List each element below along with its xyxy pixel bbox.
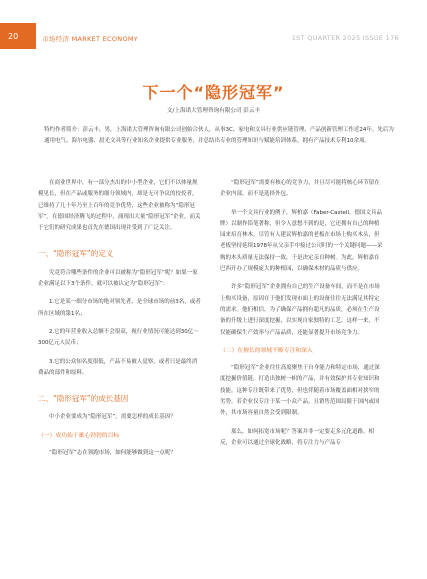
subsection-heading: （二）在擅长的领域不断专注和深入 [220,347,313,354]
article-title: 下一个“隐形冠军” [142,83,285,102]
page-number: 20 [0,23,36,49]
magazine-name: 市场经济 MARKET ECONOMY [42,35,139,43]
body-paragraph: 3.它的公众知名度很低，产品不易被人觉察，或者只是最终消费品的部件和原料。 [38,358,198,376]
body-paragraph: “隐形冠军”志在领跑市场，如何能够做到这一点呢？ [49,450,176,457]
body-paragraph: 那么，如何拓宽市场呢？答案并非一定要走多元化道路。相反，企业可以通过全球化战略，将专注力与产品专 [220,428,375,446]
right-column [220,178,384,456]
body-paragraph: “隐形冠军”企业往往高度聚焦于自身能力和特定市场，通过深度挖掘价值链，打造出独树一帜的产品，并有效保护其专业知识和技能。这种专注既带来了优势，但也伴随着市场覆盖面相对狭窄的劣势。若企业仅专注于某一小众产品，且销售范围局限于国内或国外，其市场容量自然会受到限制。 [220,365,380,417]
body-paragraph: 举一个文具行业的例子，辉柏嘉（Faber-Castell，德国文具品牌）以制作铅笔著称，但令人意想不到的是，它还拥有自己的种植园来培育林木。尽管有人建议辉柏嘉的老板在市场上购买木头，但老板坚持延续1978年从父亲手中接过公司时的一个关键问题——采购的木头质量无法保持一致，于是决定亲自种树。为此，辉柏嘉在巴西开办了规模庞大的种植园，以确保木材的品质与供应。 [220,209,383,273]
body-paragraph: 许多“隐形冠军”企业拥有自己的生产设备车间，而不是在市场上购买设备，原因在于他们发现市面上的设备往往无法满足其特定的需求。他们相信，为了确保产品拥有超凡的品质，必须在生产设备的升级上进行深度挖掘，以实现自家独特的工艺。这样一来，不仅能确保生产效率与产品品质，还能显著提升市场竞争力。 [220,284,380,336]
body-paragraph: 1.它是某一细分市场的绝对领先者，是全球市场的前3名，或者所在区域的第1名； [38,299,201,317]
body-paragraph: 在商业世界中，有一部分杰出的中小型企业，它们不以体量规模见长，但在产品或服务的细分领域内，却是无可争议的佼佼者，已维持了几十年乃至上百年的竞争优势，这些企业被称为“隐形冠军”。在德国经济腾飞的过程中，涌现出大量“隐形冠军”企业，而关于它们的研究成果也首先在德国出现并受到了广泛关注。 [38,180,201,232]
body-paragraph: 中小企业要成为“隐形冠军”，需要怎样的成长基因？ [49,414,176,421]
subsection-heading: （一）成功始于雄心勃勃的目标 [38,432,120,439]
section-heading: 二、“隐形冠军”的成长基因 [38,394,129,404]
section-heading: 一、“隐形冠军”的定义 [38,249,114,259]
article-byline: 文/上海诺大管理咨询有限公司 彭云丰 [166,108,261,114]
author-bio: 特约作者简介：彭云丰，男，上海诺大管理咨询有限公司创始合伙人，从事3C、家电和文具行业供应链管理、产品创新管理工作近24年。先后为通用电气、海尔电器、晨光文具等行业知名企业提供专业服务，并总结出专业的管理知识与赋能培训体系，拥有产品技术专利10余项。 [44,127,394,144]
body-paragraph: 究竟符合哪些条件的企业可以被称为“隐形冠军”呢？如果一家企业满足以下3个条件，就可以被认定为“隐形冠军”： [38,269,198,288]
issue-info: 1ST QUARTER 2025 ISSUE 176 [291,34,399,42]
left-column [38,178,202,466]
body-paragraph: 2.它的年营业收入总额不会很高，视行业情况可能达到30亿～300亿元人民币； [38,328,199,347]
body-paragraph: “隐形冠军”需要有核心的竞争力，并且尽可能将核心环节留在企业内部，而不是选择外包。 [220,180,380,198]
